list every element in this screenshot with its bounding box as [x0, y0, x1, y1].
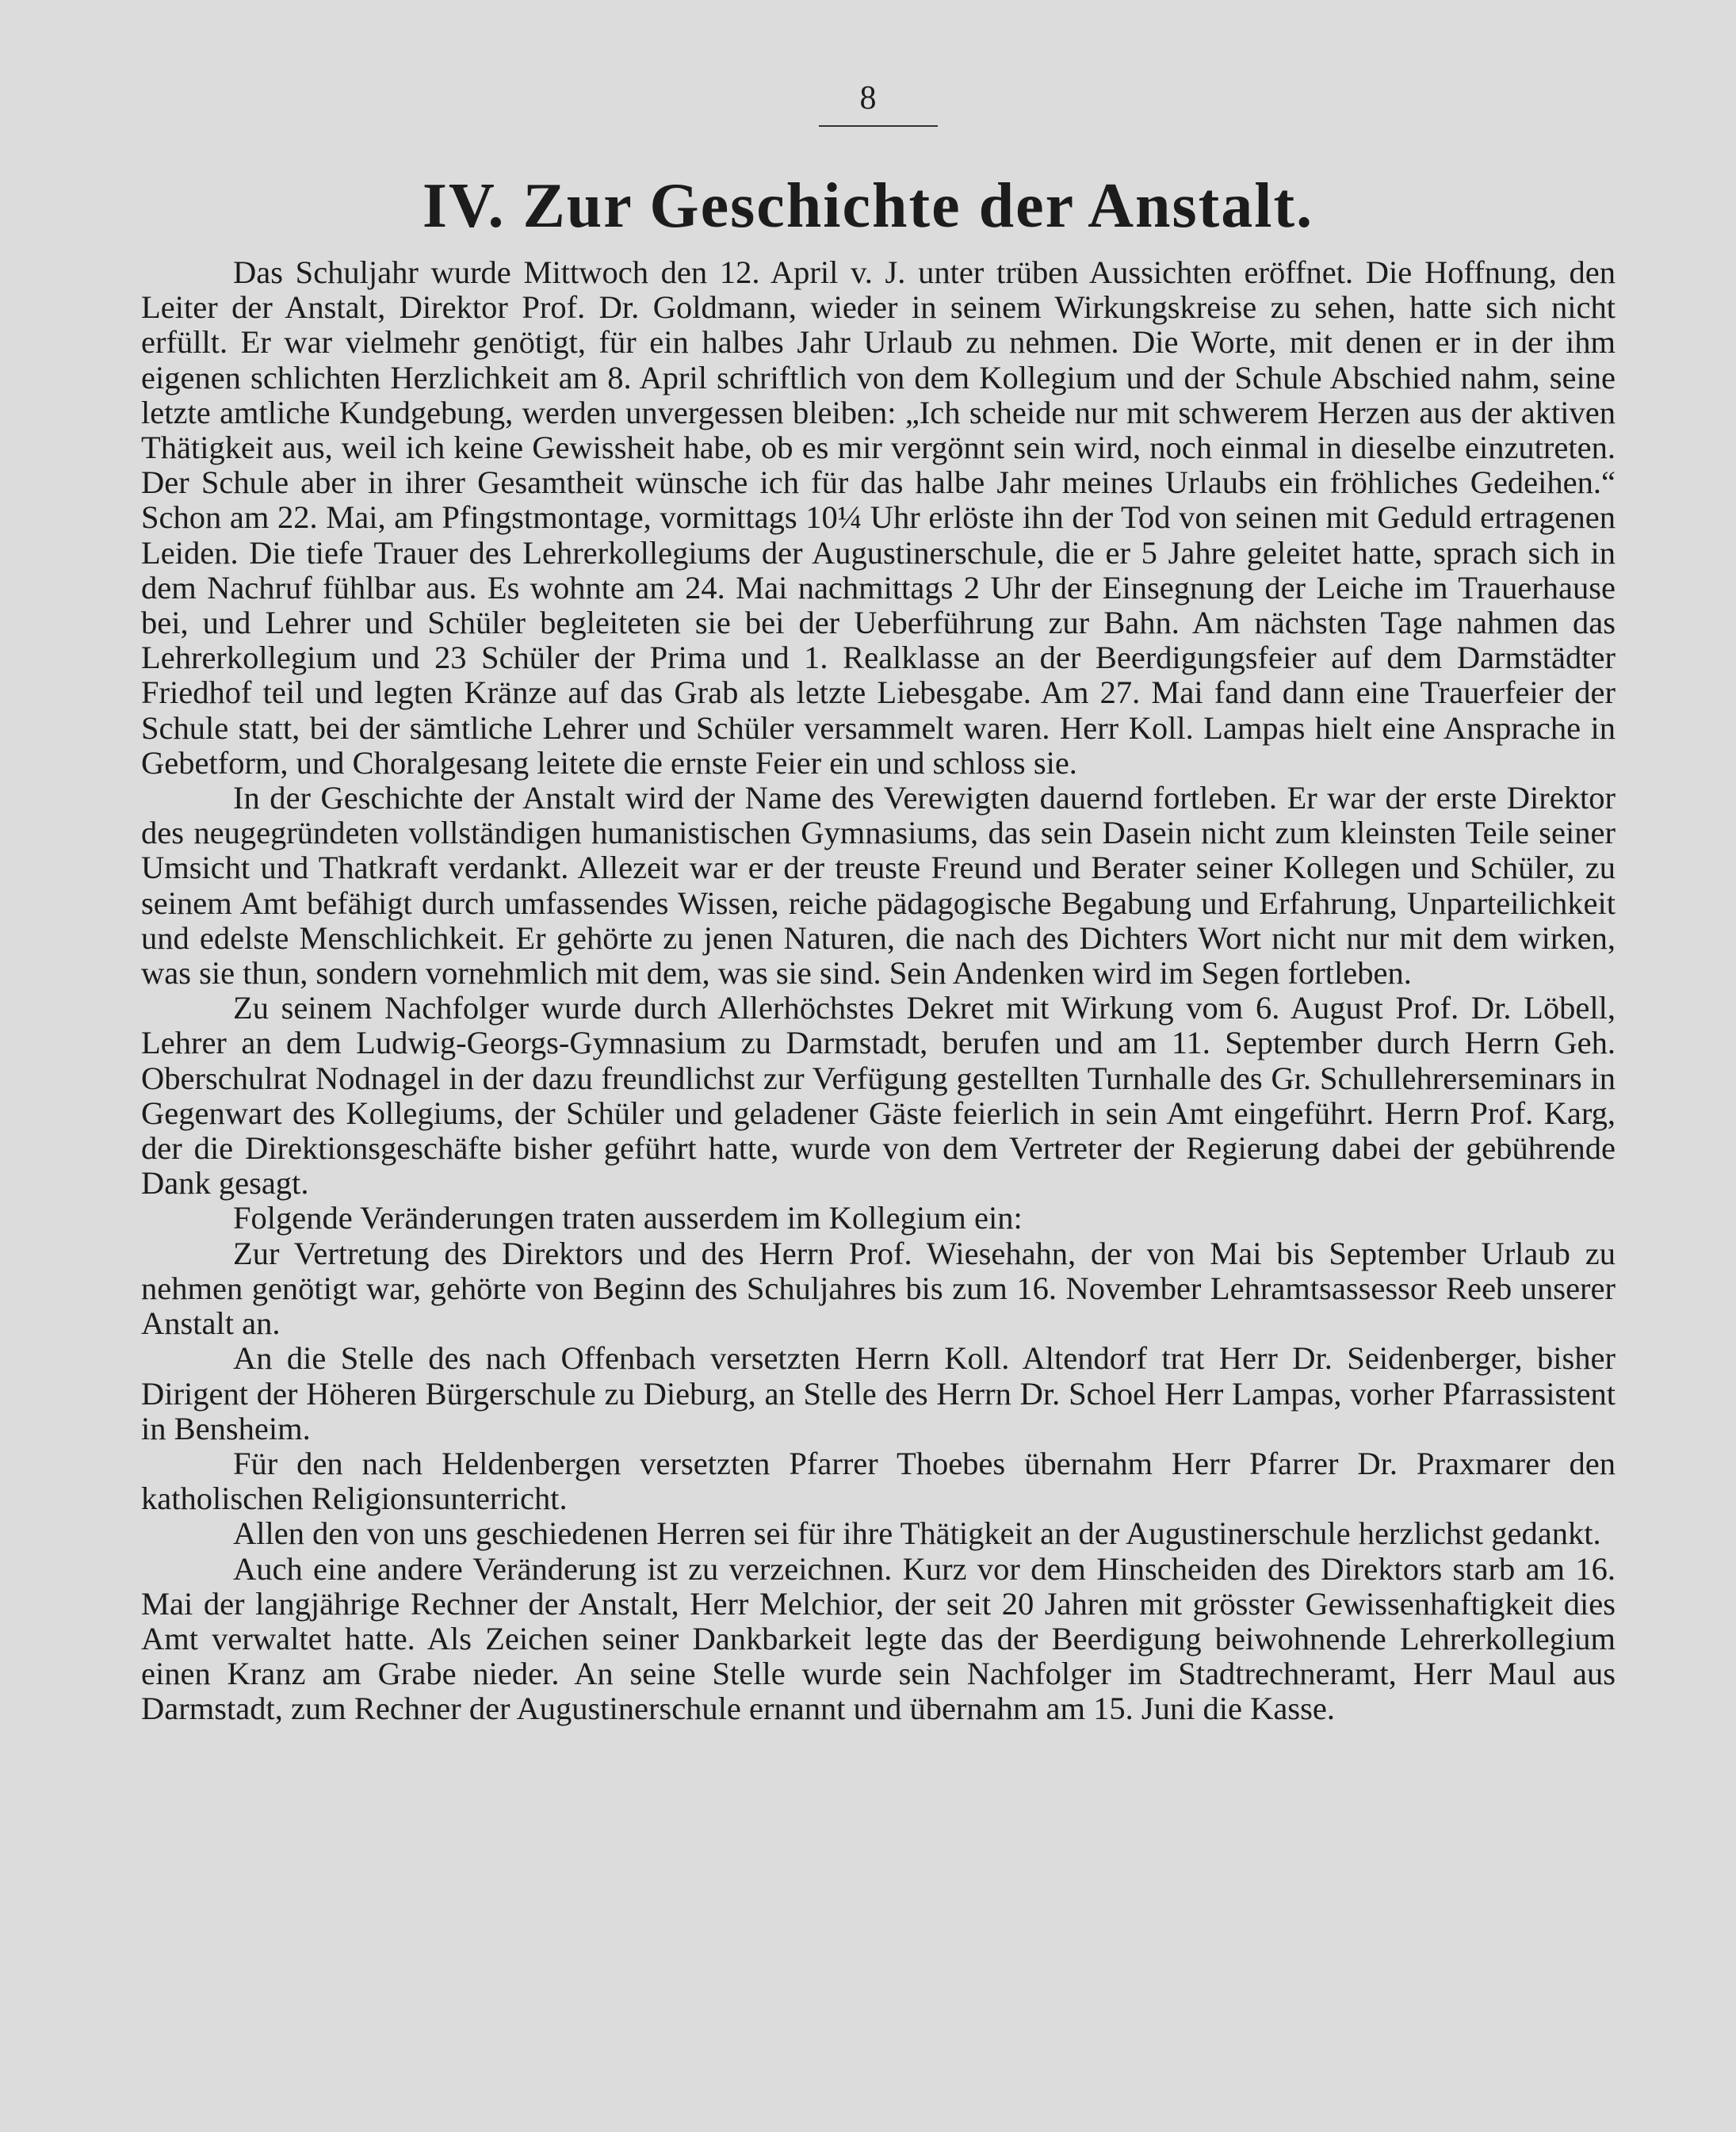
- paragraph: In der Geschichte der Anstalt wird der Name des Verewigten dauernd fortleben. Er war der erste Direktor des neugegründeten vollständigen humanistischen Gymnasiums, das sein Dasein nicht zum kleinsten Teile seiner Umsicht und Thatkraft verdankt. Allezeit war er der treuste Freund und Berater seiner Kollegen und Schüler, zu seinem Amt befähigt durch umfassendes Wissen, reiche pädagogische Begabung und Erfahrung, Unparteilichkeit und edelste Menschlichkeit. Er gehörte zu jenen Naturen, die nach des Dichters Wort nicht nur mit dem wirken, was sie thun, sondern vornehmlich mit dem, was sie sind. Sein Andenken wird im Segen fortleben.: [141, 780, 1616, 991]
- paragraph: An die Stelle des nach Offenbach versetzten Herrn Koll. Altendorf trat Herr Dr. Seidenberger, bisher Dirigent der Höheren Bürgerschule zu Dieburg, an Stelle des Herrn Dr. Schoel Herr Lampas, vorher Pfarrassistent in Bensheim.: [141, 1340, 1616, 1446]
- page-number: 8: [859, 80, 877, 117]
- paragraph: Folgende Veränderungen traten ausserdem im Kollegium ein:: [233, 1200, 1023, 1236]
- paragraph: Auch eine andere Veränderung ist zu verzeichnen. Kurz vor dem Hinscheiden des Direktors starb am 16. Mai der langjährige Rechner der Anstalt, Herr Melchior, der seit 20 Jahren mit grösster Gewissenhaftigkeit dies Amt verwaltet hatte. Als Zeichen seiner Dankbarkeit legte das der Beerdigung beiwohnende Lehrerkollegium einen Kranz am Grabe nieder. An seine Stelle wurde sein Nachfolger im Stadtrechneramt, Herr Maul aus Darmstadt, zum Rechner der Augustinerschule ernannt und übernahm am 15. Juni die Kasse.: [141, 1550, 1616, 1727]
- paragraph: Das Schuljahr wurde Mittwoch den 12. April v. J. unter trüben Aussichten eröffnet. Die Hoffnung, den Leiter der Anstalt, Direktor Prof. Dr. Goldmann, wieder in seinem Wirkungskreise zu sehen, hatte sich nicht erfüllt. Er war vielmehr genötigt, für ein halbes Jahr Urlaub zu nehmen. Die Worte, mit denen er in der ihm eigenen schlichten Herzlichkeit am 8. April schriftlich von dem Kollegium und der Schule Abschied nahm, seine letzte amtliche Kundgebung, werden unvergessen bleiben: „Ich scheide nur mit schwerem Herzen aus der aktiven Thätigkeit aus, weil ich keine Gewissheit habe, ob es mir vergönnt sein wird, noch einmal in dieselbe einzutreten. Der Schule aber in ihrer Gesamtheit wünsche ich für das halbe Jahr meines Urlaubs ein fröhliches Gedeihen.“ Schon am 22. Mai, am Pfingstmontage, vormittags 10¼ Uhr erlöste ihn der Tod von seinen mit Geduld ertragenen Leiden. Die tiefe Trauer des Lehrerkollegiums der Augustinerschule, die er 5 Jahre geleitet hatte, sprach sich in dem Nachruf fühlbar aus. Es wohnte am 24. Mai nachmittags 2 Uhr der Einsegnung der Leiche im Trauerhause bei, und Lehrer und Schüler begleiteten sie bei der Ueberführung zur Bahn. Am nächsten Tage nahmen das Lehrerkollegium und 23 Schüler der Prima und 1. Realklasse an der Beerdigungsfeier auf dem Darmstädter Friedhof teil und legten Kränze auf das Grab als letzte Liebesgabe. Am 27. Mai fand dann eine Trauerfeier der Schule statt, bei der sämtliche Lehrer und Schüler versammelt waren. Herr Koll. Lampas hielt eine Ansprache in Gebetform, und Choralgesang leitete die ernste Feier ein und schloss sie.: [141, 254, 1616, 781]
- paragraph: Zur Vertretung des Direktors und des Herrn Prof. Wiesehahn, der von Mai bis September Urlaub zu nehmen genötigt war, gehörte von Beginn des Schuljahres bis zum 16. November Lehramtsassessor Reeb unserer Anstalt an.: [141, 1235, 1616, 1342]
- body-text: [141, 255, 1616, 1727]
- section-heading: IV. Zur Geschichte der Anstalt.: [422, 171, 1314, 241]
- paragraph: Für den nach Heldenbergen versetzten Pfarrer Thoebes übernahm Herr Pfarrer Dr. Praxmarer den katholischen Religionsunterricht.: [141, 1445, 1616, 1517]
- page-number-rule: [819, 125, 938, 127]
- paragraph: Zu seinem Nachfolger wurde durch Allerhöchstes Dekret mit Wirkung vom 6. August Prof. Dr. Löbell, Lehrer an dem Ludwig-Georgs-Gymnasium zu Darmstadt, berufen und am 11. September durch Herrn Geh. Oberschulrat Nodnagel in der dazu freundlichst zur Verfügung gestellten Turnhalle des Gr. Schullehrerseminars in Gegenwart des Kollegiums, der Schüler und geladener Gäste feierlich in sein Amt eingeführt. Herrn Prof. Karg, der die Direktionsgeschäfte bisher geführt hatte, wurde von dem Vertreter der Regierung dabei der gebührende Dank gesagt.: [141, 990, 1616, 1202]
- paragraph: Allen den von uns geschiedenen Herren sei für ihre Thätigkeit an der Augustinerschule herzlichst gedankt.: [233, 1515, 1601, 1552]
